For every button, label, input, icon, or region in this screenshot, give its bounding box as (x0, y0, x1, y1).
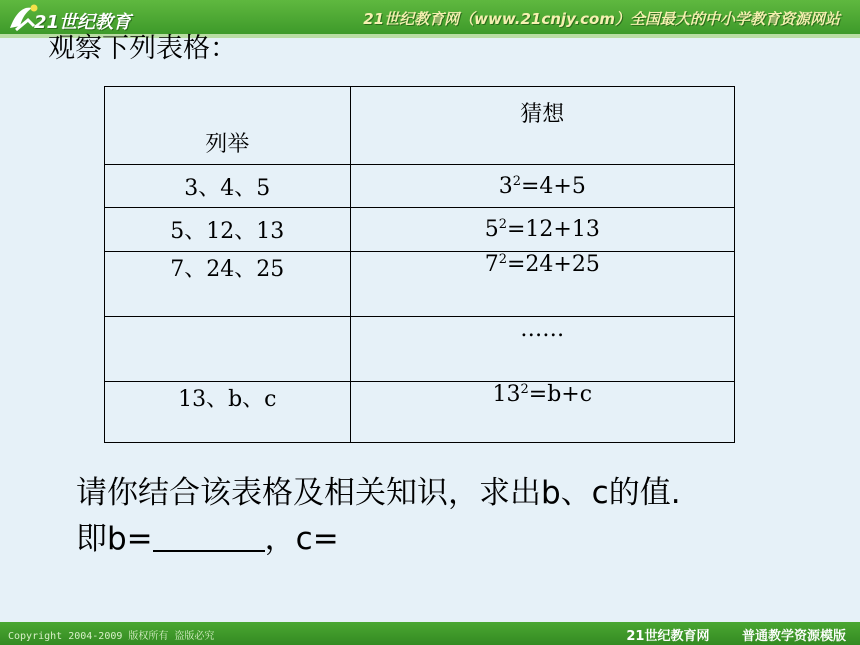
ellipsis-cell (350, 317, 734, 382)
footer-brand (626, 625, 846, 644)
list-cell: 3、4、5 (105, 165, 351, 208)
header-list: 列举 (105, 87, 351, 165)
list-cell: 7、24、25 (105, 252, 351, 317)
guess-rest: =24+25 (507, 252, 600, 277)
list-cell: 13、b、c (105, 382, 351, 443)
table-row (105, 208, 735, 252)
answer-b-blank (153, 522, 265, 552)
table-row (105, 165, 735, 208)
guess-base: 5 (484, 217, 499, 242)
slide-heading: 观察下列表格： (48, 33, 237, 64)
guess-cell (350, 382, 734, 443)
question-line-2 (76, 516, 681, 562)
table-row (105, 252, 735, 317)
guess-base: 3 (498, 173, 513, 199)
guess-base: 7 (484, 252, 499, 277)
pythagorean-table (104, 86, 735, 443)
guess-exponent: 2 (498, 217, 507, 232)
list-cell (105, 317, 351, 382)
logo-text: 21世纪教育 (34, 12, 132, 33)
question-text (76, 470, 681, 562)
site-slogan: 21世纪教育网（www.21cnjy.com）全国最大的中小学教育资源网站 (363, 10, 840, 28)
footer-site: 21世纪教育网 (626, 629, 710, 644)
list-cell: 5、12、13 (105, 208, 351, 252)
footer-band (0, 622, 860, 645)
guess-exponent: 2 (512, 173, 521, 189)
question-line-1: 请你结合该表格及相关知识，求出b、c的值. (76, 475, 681, 511)
guess-rest: =12+13 (507, 217, 600, 242)
answer-b-label: 即b= (76, 521, 153, 557)
guess-cell (350, 252, 734, 317)
guess-rest: =4+5 (520, 173, 586, 199)
guess-base: 13 (492, 382, 521, 407)
answer-c-label: ，c= (264, 521, 339, 557)
table-row (105, 382, 735, 443)
header-guess: 猜想 (350, 87, 734, 165)
table-row (105, 317, 735, 382)
guess-exponent: 2 (498, 252, 507, 267)
guess-exponent: 2 (520, 382, 529, 397)
guess-cell (350, 208, 734, 252)
guess-rest: =b+c (528, 382, 593, 407)
ellipsis: …… (520, 317, 565, 342)
guess-cell (350, 165, 734, 208)
copyright-text: Copyright 2004-2009 版权所有 盗版必究 (8, 631, 215, 642)
footer-template: 普通教学资源模版 (741, 629, 846, 644)
table-header-row (105, 87, 735, 165)
